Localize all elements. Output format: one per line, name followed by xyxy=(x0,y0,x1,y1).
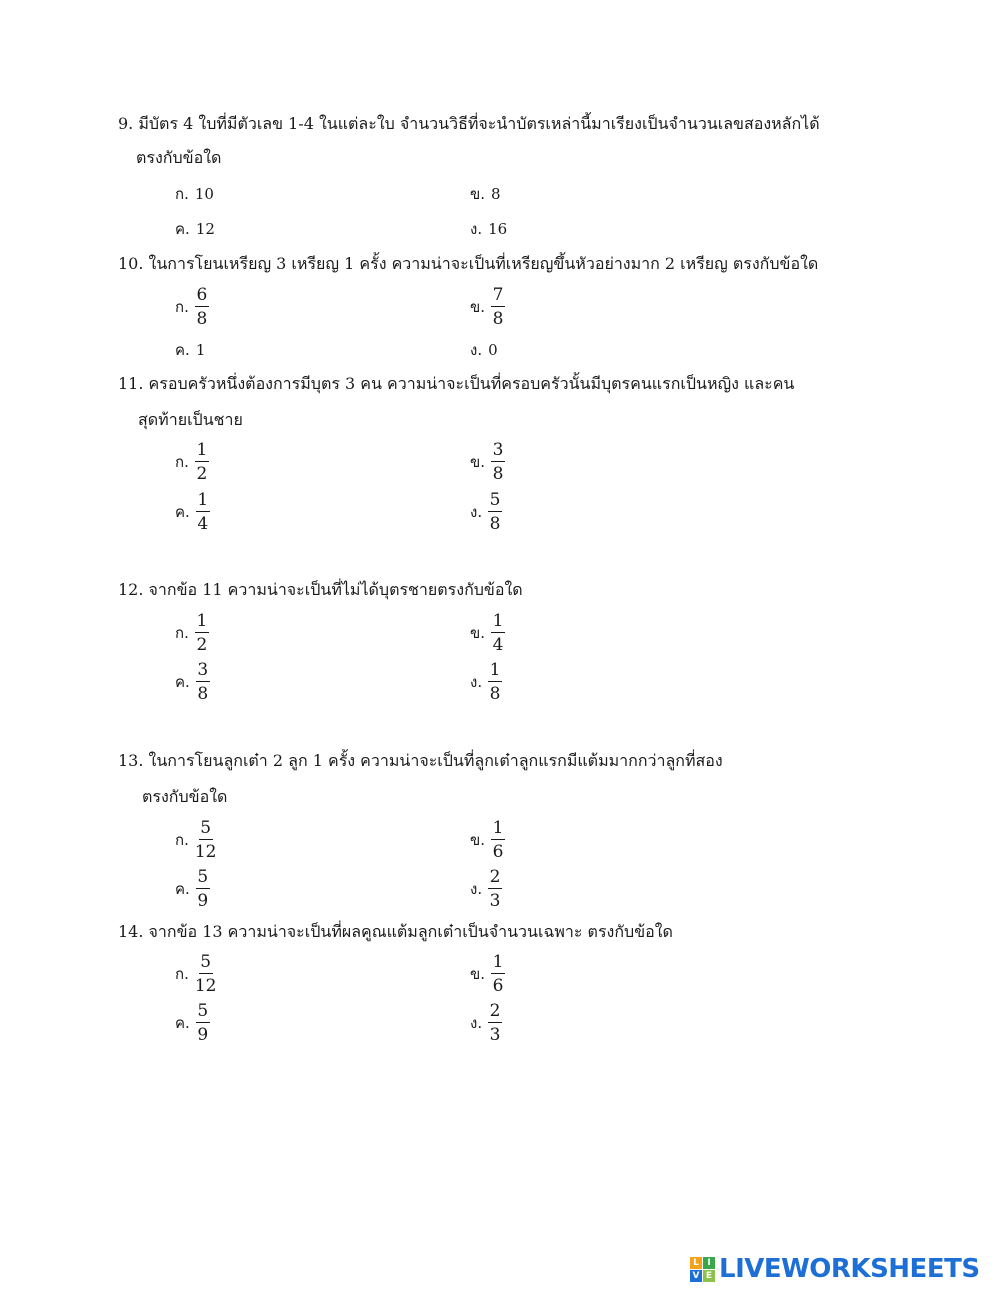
option-value: 10 xyxy=(194,185,214,203)
fraction xyxy=(195,818,217,862)
fraction xyxy=(491,818,505,862)
question-9-text: 9. มีบัตร 4 ใบที่มีตัวเลข 1-4 ในแต่ละใบ จำนวนวิธีที่จะนำบัตรเหล่านี้มาเรียงเป็นจำนวนเลขสองหลักได้ xyxy=(118,114,820,133)
denominator: 8 xyxy=(489,514,501,534)
numerator: 1 xyxy=(197,490,209,510)
numerator: 2 xyxy=(489,1001,501,1021)
fraction xyxy=(488,490,502,534)
question-10-text: 10. ในการโยนเหรียญ 3 เหรียญ 1 ครั้ง ความน่าจะเป็นที่เหรียญขึ้นหัวอย่างมาก 2 เหรียญ ตรงกับข้อใด xyxy=(118,254,819,273)
option-label: ค. xyxy=(175,220,190,238)
option-label: ก. xyxy=(175,624,189,642)
option-label: ก. xyxy=(175,453,189,471)
q9-option-d[interactable] xyxy=(470,219,507,239)
logo-mark-cell: E xyxy=(703,1270,715,1282)
fraction xyxy=(196,490,210,534)
q14-option-a[interactable] xyxy=(175,952,217,996)
liveworksheets-logo[interactable] xyxy=(690,1254,980,1284)
q10-option-c[interactable] xyxy=(175,340,205,360)
question-11-text-cont: สุดท้ายเป็นชาย xyxy=(138,410,243,429)
option-label: ค. xyxy=(175,503,190,521)
q13-option-b[interactable] xyxy=(470,818,505,862)
numerator: 5 xyxy=(197,867,209,887)
numerator: 6 xyxy=(196,285,208,305)
fraction xyxy=(488,660,502,704)
logo-mark-cell: L xyxy=(690,1257,702,1269)
option-label: ค. xyxy=(175,341,190,359)
denominator: 8 xyxy=(197,684,209,704)
option-label: ค. xyxy=(175,880,190,898)
numerator: 1 xyxy=(492,818,504,838)
q12-option-c[interactable] xyxy=(175,660,210,704)
q10-option-a[interactable] xyxy=(175,285,209,329)
question-14-text: 14. จากข้อ 13 ความน่าจะเป็นที่ผลคูณแต้มลูกเต๋าเป็นจำนวนเฉพาะ ตรงกับข้อใด xyxy=(118,922,673,941)
option-label: ง. xyxy=(470,880,483,898)
question-12-text: 12. จากข้อ 11 ความน่าจะเป็นที่ไม่ได้บุตรชายตรงกับข้อใด xyxy=(118,580,523,599)
option-label: ข. xyxy=(470,831,486,849)
denominator: 6 xyxy=(492,976,504,996)
fraction xyxy=(488,867,502,911)
option-label: ก. xyxy=(175,965,189,983)
fraction xyxy=(196,867,210,911)
denominator: 4 xyxy=(197,514,209,534)
numerator: 3 xyxy=(197,660,209,680)
numerator: 5 xyxy=(489,490,501,510)
denominator: 2 xyxy=(196,464,208,484)
q13-option-c[interactable] xyxy=(175,867,210,911)
denominator: 8 xyxy=(492,464,504,484)
question-11-text: 11. ครอบครัวหนึ่งต้องการมีบุตร 3 คน ความน่าจะเป็นที่ครอบครัวนั้นมีบุตรคนแรกเป็นหญิง และคน xyxy=(118,374,795,393)
numerator: 1 xyxy=(492,952,504,972)
q9-option-c[interactable] xyxy=(175,219,215,239)
denominator: 9 xyxy=(197,891,209,911)
question-13-text-cont: ตรงกับข้อใด xyxy=(142,787,228,806)
numerator: 1 xyxy=(196,611,208,631)
fraction xyxy=(491,611,505,655)
numerator: 5 xyxy=(200,818,212,838)
option-label: ข. xyxy=(470,185,486,203)
q14-option-d[interactable] xyxy=(470,1001,502,1045)
numerator: 1 xyxy=(196,440,208,460)
numerator: 2 xyxy=(489,867,501,887)
option-label: ง. xyxy=(470,673,483,691)
option-label: ข. xyxy=(470,965,486,983)
fraction xyxy=(196,1001,210,1045)
option-label: ค. xyxy=(175,1014,190,1032)
logo-mark-cell: I xyxy=(703,1257,715,1269)
option-label: ง. xyxy=(470,341,483,359)
denominator: 12 xyxy=(194,842,217,862)
q11-option-d[interactable] xyxy=(470,490,502,534)
fraction xyxy=(488,1001,502,1045)
question-9-text-cont: ตรงกับข้อใด xyxy=(136,148,222,167)
option-value: 0 xyxy=(488,341,498,359)
q9-option-b[interactable] xyxy=(470,184,501,204)
q9-option-a[interactable] xyxy=(175,184,214,204)
numerator: 1 xyxy=(489,660,501,680)
q11-option-a[interactable] xyxy=(175,440,209,484)
denominator: 9 xyxy=(197,1025,209,1045)
numerator: 7 xyxy=(492,285,504,305)
denominator: 8 xyxy=(489,684,501,704)
fraction xyxy=(491,285,505,329)
denominator: 8 xyxy=(196,309,208,329)
fraction xyxy=(195,440,209,484)
numerator: 5 xyxy=(200,952,212,972)
q13-option-a[interactable] xyxy=(175,818,217,862)
q12-option-b[interactable] xyxy=(470,611,505,655)
option-value: 16 xyxy=(488,220,508,238)
option-label: ง. xyxy=(470,1014,483,1032)
fraction xyxy=(491,440,505,484)
fraction xyxy=(196,660,210,704)
option-label: ค. xyxy=(175,673,190,691)
fraction xyxy=(195,611,209,655)
denominator: 12 xyxy=(194,976,217,996)
fraction xyxy=(491,952,505,996)
numerator: 1 xyxy=(492,611,504,631)
logo-mark-cell: V xyxy=(690,1270,702,1282)
numerator: 5 xyxy=(197,1001,209,1021)
denominator: 4 xyxy=(492,635,504,655)
logo-mark-icon xyxy=(690,1257,715,1282)
fraction xyxy=(195,952,217,996)
q12-option-d[interactable] xyxy=(470,660,502,704)
denominator: 8 xyxy=(492,309,504,329)
q13-option-d[interactable] xyxy=(470,867,502,911)
option-value: 8 xyxy=(491,185,501,203)
option-label: ง. xyxy=(470,220,483,238)
q14-option-b[interactable] xyxy=(470,952,505,996)
q11-option-c[interactable] xyxy=(175,490,210,534)
denominator: 3 xyxy=(489,1025,501,1045)
option-value: 1 xyxy=(195,341,206,359)
option-label: ก. xyxy=(175,831,189,849)
q10-option-d[interactable] xyxy=(470,340,498,360)
denominator: 2 xyxy=(196,635,208,655)
option-label: ง. xyxy=(470,503,483,521)
option-label: ก. xyxy=(175,185,189,203)
denominator: 6 xyxy=(492,842,504,862)
q14-option-c[interactable] xyxy=(175,1001,210,1045)
q11-option-b[interactable] xyxy=(470,440,505,484)
denominator: 3 xyxy=(489,891,501,911)
option-label: ข. xyxy=(470,453,486,471)
logo-wordmark: LIVEWORKSHEETS xyxy=(719,1254,980,1284)
question-13-text: 13. ในการโยนลูกเต๋า 2 ลูก 1 ครั้ง ความน่าจะเป็นที่ลูกเต๋าลูกแรกมีแต้มมากกว่าลูกที่สอง xyxy=(118,751,723,770)
option-label: ข. xyxy=(470,624,486,642)
numerator: 3 xyxy=(492,440,504,460)
q12-option-a[interactable] xyxy=(175,611,209,655)
option-value: 12 xyxy=(195,220,215,238)
option-label: ก. xyxy=(175,298,189,316)
option-label: ข. xyxy=(470,298,486,316)
q10-option-b[interactable] xyxy=(470,285,505,329)
fraction xyxy=(195,285,209,329)
